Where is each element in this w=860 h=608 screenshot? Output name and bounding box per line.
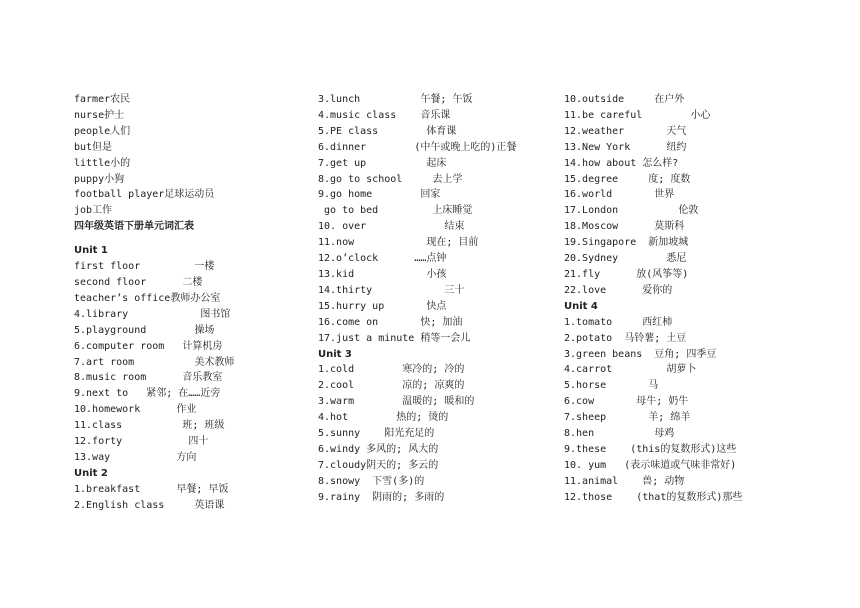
list-item: 14.how about 怎么样? bbox=[564, 157, 679, 169]
list-item: 4.library 图书馆 bbox=[74, 308, 231, 320]
list-item: 8.snowy 下雪(多)的 bbox=[318, 475, 425, 487]
list-item: puppy小狗 bbox=[74, 173, 125, 185]
list-item: but但是 bbox=[74, 141, 113, 153]
list-item: 2.cool 凉的; 凉爽的 bbox=[318, 380, 465, 392]
list-item: 7.art room 美术教师 bbox=[74, 356, 235, 368]
list-item: 10. yum (表示味道或气味非常好) bbox=[564, 459, 737, 471]
list-item: 9.these (this的复数形式)这些 bbox=[564, 443, 737, 455]
list-item: 3.green beans 豆角; 四季豆 bbox=[564, 348, 717, 360]
column-3 bbox=[564, 92, 804, 506]
unit-3-heading: Unit 3 bbox=[318, 348, 352, 360]
list-item: 8.go to school 去上学 bbox=[318, 173, 463, 185]
list-item: 1.cold 寒冷的; 冷的 bbox=[318, 364, 465, 376]
list-item: 1.breakfast 早餐; 早饭 bbox=[74, 483, 229, 495]
list-item: 3.lunch 午餐; 午饭 bbox=[318, 94, 473, 105]
list-item: 2.English class 英语课 bbox=[74, 499, 225, 511]
list-item: 10.homework 作业 bbox=[74, 404, 197, 416]
unit-3-list-continued bbox=[564, 92, 804, 299]
list-item: 6.dinner (中午或晚上吃的)正餐 bbox=[318, 141, 517, 153]
list-item: 7.get up 起床 bbox=[318, 157, 447, 169]
list-item: 5.playground 操场 bbox=[74, 324, 215, 336]
list-item: 4.hot 热的; 烫的 bbox=[318, 412, 449, 424]
list-item: 19.Singapore 新加坡城 bbox=[564, 237, 689, 249]
list-item: 16.come on 快; 加油 bbox=[318, 316, 463, 328]
unit-2-list bbox=[74, 482, 294, 514]
list-item: 6.windy 多风的; 风大的 bbox=[318, 443, 439, 455]
list-item: 3.warm 温暖的; 暖和的 bbox=[318, 396, 475, 408]
list-item: football player足球运动员 bbox=[74, 189, 215, 201]
list-item: 9.rainy 阴雨的; 多雨的 bbox=[318, 491, 445, 503]
list-item: 4.music class 音乐课 bbox=[318, 109, 451, 121]
list-item: 17.London 伦敦 bbox=[564, 205, 699, 217]
list-item: people人们 bbox=[74, 125, 131, 137]
list-item: 15.hurry up 快点 bbox=[318, 300, 447, 312]
unit-1-heading: Unit 1 bbox=[74, 245, 108, 257]
list-item: 2.potato 马铃薯; 土豆 bbox=[564, 332, 687, 344]
list-item: 7.cloudy阴天的; 多云的 bbox=[318, 459, 439, 471]
list-item: 18.Moscow 莫斯科 bbox=[564, 221, 685, 233]
list-item: go to bed 上床睡觉 bbox=[318, 205, 473, 217]
list-item: 13.kid 小孩 bbox=[318, 268, 447, 280]
list-item: 10.outside 在户外 bbox=[564, 94, 685, 105]
list-item: 20.Sydney 悉尼 bbox=[564, 253, 687, 265]
list-item: 11.animal 兽; 动物 bbox=[564, 475, 685, 487]
intro-list bbox=[74, 92, 294, 219]
list-item: 15.degree 度; 度数 bbox=[564, 173, 691, 185]
list-item: 6.cow 母牛; 奶牛 bbox=[564, 396, 689, 408]
list-item: 16.world 世界 bbox=[564, 189, 675, 201]
list-item: 6.computer room 计算机房 bbox=[74, 340, 223, 352]
list-item: 11.be careful 小心 bbox=[564, 109, 711, 121]
list-item: 5.horse 马 bbox=[564, 380, 659, 392]
list-item: nurse护士 bbox=[74, 109, 125, 121]
list-item: 5.sunny 阳光充足的 bbox=[318, 428, 435, 440]
list-item: 14.thirty 三十 bbox=[318, 284, 465, 296]
list-item: 1.tomato 西红柿 bbox=[564, 316, 673, 328]
list-item: 9.next to 紧邻; 在……近旁 bbox=[74, 388, 221, 400]
list-item: 8.music room 音乐教室 bbox=[74, 372, 223, 384]
column-1 bbox=[74, 92, 294, 514]
list-item: 8.hen 母鸡 bbox=[564, 428, 675, 440]
list-item: 10. over 结束 bbox=[318, 221, 465, 233]
list-item: teacher’s office教师办公室 bbox=[74, 292, 221, 304]
list-item: 11.now 现在; 目前 bbox=[318, 237, 479, 249]
list-item: 12.weather 天气 bbox=[564, 125, 687, 137]
list-item: job工作 bbox=[74, 205, 113, 217]
list-item: 13.New York 纽约 bbox=[564, 141, 687, 153]
list-item: first floor 一楼 bbox=[74, 261, 215, 273]
unit-4-list bbox=[564, 315, 804, 506]
list-item: little小的 bbox=[74, 157, 131, 169]
list-item: 17.just a minute 稍等一会儿 bbox=[318, 332, 471, 344]
unit-2-heading: Unit 2 bbox=[74, 467, 108, 479]
list-item: 11.class 班; 班级 bbox=[74, 420, 225, 432]
list-item: 5.PE class 体育课 bbox=[318, 125, 457, 137]
unit-3-list bbox=[318, 362, 548, 505]
list-item: 21.fly 放(风筝等) bbox=[564, 268, 689, 280]
list-item: 12.o’clock ……点钟 bbox=[318, 253, 447, 265]
list-item: 12.forty 四十 bbox=[74, 436, 209, 448]
page-title: 四年级英语下册单元词汇表 bbox=[74, 221, 194, 233]
unit-4-heading: Unit 4 bbox=[564, 300, 598, 312]
list-item: 9.go home 回家 bbox=[318, 189, 441, 201]
column-2 bbox=[318, 92, 548, 506]
unit-1-list bbox=[74, 259, 294, 466]
list-item: farmer农民 bbox=[74, 94, 131, 105]
list-item: 7.sheep 羊; 绵羊 bbox=[564, 412, 691, 424]
unit-2-list-continued bbox=[318, 92, 548, 347]
list-item: 22.love 爱你的 bbox=[564, 284, 673, 296]
list-item: 12.those (that的复数形式)那些 bbox=[564, 491, 743, 503]
list-item: 4.carrot 胡萝卜 bbox=[564, 364, 697, 376]
list-item: 13.way 方向 bbox=[74, 451, 197, 463]
list-item: second floor 二楼 bbox=[74, 276, 203, 288]
